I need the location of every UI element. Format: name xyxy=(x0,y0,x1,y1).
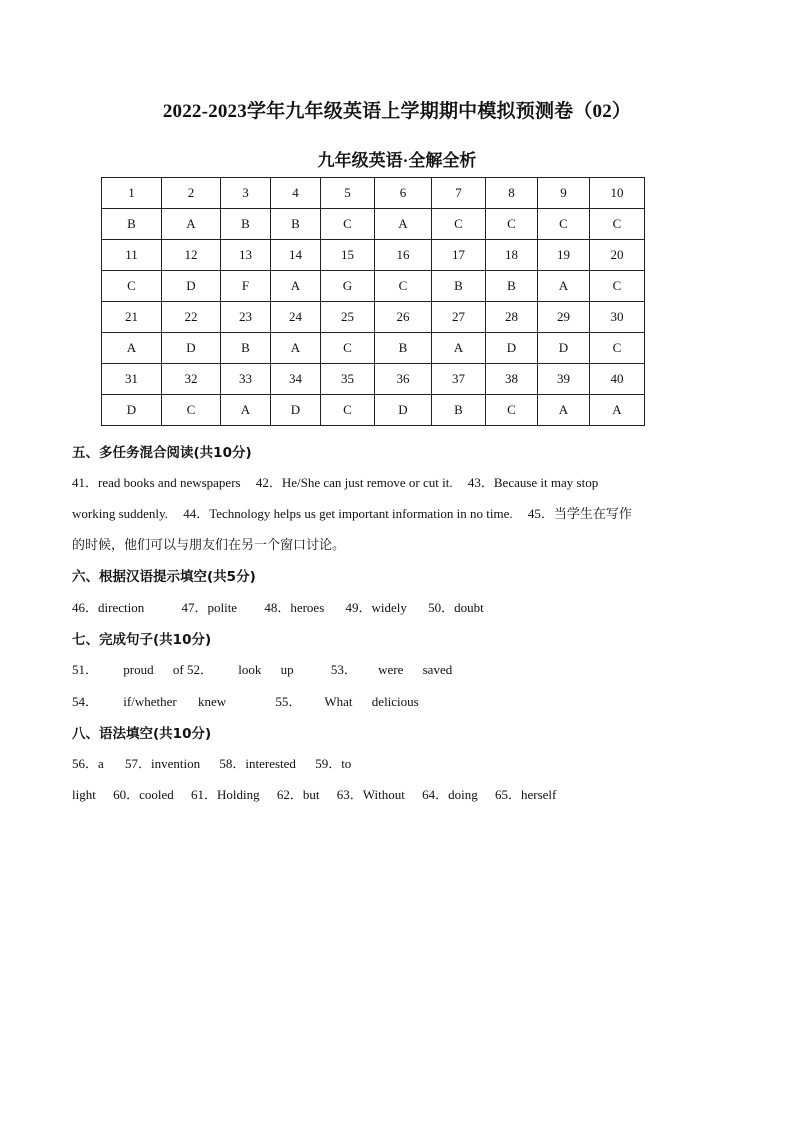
answer-letter-cell: A xyxy=(102,333,162,364)
answer-45-cont: 的时候，他们可以与朋友们在另一个窗口讨论。 xyxy=(72,537,346,552)
answer-letter-cell: D xyxy=(538,333,590,364)
answer-letter-cell: G xyxy=(321,271,375,302)
answer-47: 47．polite xyxy=(181,600,238,615)
answer-43-cont: working suddenly. xyxy=(72,506,168,521)
answer-64: 64．doing xyxy=(422,787,478,802)
answer-55-word2: delicious xyxy=(371,694,419,709)
question-number-cell: 10 xyxy=(590,178,645,209)
answer-letter-cell: C xyxy=(538,209,590,240)
answer-letter-cell: D xyxy=(375,395,432,426)
answer-letter-cell: B xyxy=(221,333,271,364)
answer-51-word2: of 52． xyxy=(172,662,213,677)
answer-letter-cell: B xyxy=(102,209,162,240)
answer-59: 59．to xyxy=(315,756,352,771)
question-number-cell: 26 xyxy=(375,302,432,333)
answer-letter-cell: A xyxy=(162,209,221,240)
answer-43: 43．Because it may stop xyxy=(467,475,599,490)
answer-45: 45．当学生在写作 xyxy=(527,506,632,521)
answer-letter-cell: A xyxy=(432,333,486,364)
question-number-cell: 7 xyxy=(432,178,486,209)
section7-line2 xyxy=(72,691,682,710)
question-number-cell: 30 xyxy=(590,302,645,333)
section7-line1 xyxy=(72,659,682,678)
section7-heading: 七、完成句子(共10分) xyxy=(72,632,212,648)
answer-51-word1: proud xyxy=(123,662,154,677)
answer-table-body xyxy=(102,178,645,426)
answer-letter-cell: D xyxy=(102,395,162,426)
section6-line xyxy=(72,597,682,616)
answer-letter-cell: A xyxy=(271,271,321,302)
section8-line2 xyxy=(72,784,682,803)
question-number-cell: 13 xyxy=(221,240,271,271)
answer-53-label: 53． xyxy=(330,662,357,677)
question-number-cell: 1 xyxy=(102,178,162,209)
answer-letter-cell: C xyxy=(486,209,538,240)
answer-54-word1: if/whether xyxy=(123,694,177,709)
answer-table-row xyxy=(102,209,645,240)
answer-49: 49．widely xyxy=(345,600,407,615)
question-number-cell: 2 xyxy=(162,178,221,209)
answer-62: 62．but xyxy=(276,787,320,802)
answer-letter-cell: C xyxy=(486,395,538,426)
question-number-cell: 17 xyxy=(432,240,486,271)
question-number-cell: 38 xyxy=(486,364,538,395)
question-number-cell: 36 xyxy=(375,364,432,395)
question-number-cell: 23 xyxy=(221,302,271,333)
question-number-cell: 39 xyxy=(538,364,590,395)
question-number-cell: 18 xyxy=(486,240,538,271)
question-number-cell: 28 xyxy=(486,302,538,333)
question-number-cell: 29 xyxy=(538,302,590,333)
answer-letter-cell: B xyxy=(432,395,486,426)
answer-54-word2: knew xyxy=(197,694,227,709)
answer-letter-cell: C xyxy=(375,271,432,302)
answer-letter-cell: B xyxy=(271,209,321,240)
answer-65: 65．herself xyxy=(494,787,557,802)
answer-55-word1: What xyxy=(324,694,353,709)
question-number-cell: 31 xyxy=(102,364,162,395)
section5-line1 xyxy=(72,472,682,491)
answer-letter-cell: C xyxy=(321,395,375,426)
question-number-cell: 6 xyxy=(375,178,432,209)
answer-53-word2: saved xyxy=(422,662,453,677)
question-number-cell: 35 xyxy=(321,364,375,395)
answer-letter-cell: A xyxy=(271,333,321,364)
answer-58: 58．interested xyxy=(219,756,296,771)
question-number-cell: 5 xyxy=(321,178,375,209)
question-number-cell: 27 xyxy=(432,302,486,333)
question-number-cell: 15 xyxy=(321,240,375,271)
answer-letter-cell: C xyxy=(321,209,375,240)
document-subtitle: 九年级英语·全解全析 xyxy=(317,151,477,170)
answer-table xyxy=(101,177,645,426)
answer-letter-cell: A xyxy=(538,395,590,426)
question-number-cell: 12 xyxy=(162,240,221,271)
answer-51-label: 51． xyxy=(72,662,99,677)
answer-table-row xyxy=(102,240,645,271)
answer-letter-cell: C xyxy=(590,271,645,302)
answer-letter-cell: D xyxy=(162,333,221,364)
answer-57: 57．invention xyxy=(125,756,201,771)
answer-letter-cell: D xyxy=(162,271,221,302)
answer-42: 42．He/She can just remove or cut it. xyxy=(255,475,453,490)
answer-letter-cell: C xyxy=(590,209,645,240)
question-number-cell: 9 xyxy=(538,178,590,209)
answer-50: 50．doubt xyxy=(428,600,484,615)
answer-letter-cell: A xyxy=(375,209,432,240)
section8-heading: 八、语法填空(共10分) xyxy=(72,726,212,742)
question-number-cell: 34 xyxy=(271,364,321,395)
answer-44: 44．Technology helps us get important information in no time. xyxy=(183,506,513,521)
question-number-cell: 22 xyxy=(162,302,221,333)
answer-63: 63．Without xyxy=(336,787,405,802)
answer-55-label: 55． xyxy=(275,694,302,709)
question-number-cell: 40 xyxy=(590,364,645,395)
answer-56: 56．a xyxy=(72,756,104,771)
answer-46: 46．direction xyxy=(72,600,145,615)
answer-letter-cell: C xyxy=(162,395,221,426)
answer-letter-cell: A xyxy=(590,395,645,426)
question-number-cell: 33 xyxy=(221,364,271,395)
section5-heading: 五、多任务混合阅读(共10分) xyxy=(72,445,252,461)
question-number-cell: 25 xyxy=(321,302,375,333)
question-number-cell: 20 xyxy=(590,240,645,271)
answer-48: 48．heroes xyxy=(264,600,325,615)
question-number-cell: 8 xyxy=(486,178,538,209)
section5-line2 xyxy=(72,503,682,522)
section8-line1 xyxy=(72,753,682,772)
answer-53-word1: were xyxy=(378,662,404,677)
answer-letter-cell: B xyxy=(486,271,538,302)
question-number-cell: 11 xyxy=(102,240,162,271)
answer-60: 60．cooled xyxy=(113,787,174,802)
answer-41: 41．read books and newspapers xyxy=(72,475,241,490)
answer-table-row xyxy=(102,271,645,302)
question-number-cell: 37 xyxy=(432,364,486,395)
answer-letter-cell: C xyxy=(102,271,162,302)
answer-52-word1: look xyxy=(238,662,262,677)
answer-letter-cell: B xyxy=(375,333,432,364)
answer-table-row xyxy=(102,333,645,364)
answer-letter-cell: D xyxy=(271,395,321,426)
answer-table-row xyxy=(102,364,645,395)
answer-table-row xyxy=(102,302,645,333)
question-number-cell: 3 xyxy=(221,178,271,209)
answer-letter-cell: A xyxy=(538,271,590,302)
question-number-cell: 24 xyxy=(271,302,321,333)
document-title: 2022-2023学年九年级英语上学期期中模拟预测卷（02） xyxy=(162,101,632,122)
question-number-cell: 16 xyxy=(375,240,432,271)
answer-letter-cell: C xyxy=(432,209,486,240)
question-number-cell: 14 xyxy=(271,240,321,271)
question-number-cell: 21 xyxy=(102,302,162,333)
answer-table-row xyxy=(102,395,645,426)
answer-letter-cell: D xyxy=(486,333,538,364)
answer-letter-cell: C xyxy=(590,333,645,364)
answer-54-label: 54． xyxy=(72,694,99,709)
answer-61: 61．Holding xyxy=(191,787,260,802)
answer-52-word2: up xyxy=(280,662,294,677)
answer-letter-cell: B xyxy=(221,209,271,240)
answer-59-cont: light xyxy=(72,787,96,802)
answer-letter-cell: F xyxy=(221,271,271,302)
answer-letter-cell: A xyxy=(221,395,271,426)
question-number-cell: 4 xyxy=(271,178,321,209)
answer-letter-cell: B xyxy=(432,271,486,302)
answer-letter-cell: C xyxy=(321,333,375,364)
question-number-cell: 19 xyxy=(538,240,590,271)
answer-table-row xyxy=(102,178,645,209)
question-number-cell: 32 xyxy=(162,364,221,395)
section6-heading: 六、根据汉语提示填空(共5分) xyxy=(72,569,256,585)
